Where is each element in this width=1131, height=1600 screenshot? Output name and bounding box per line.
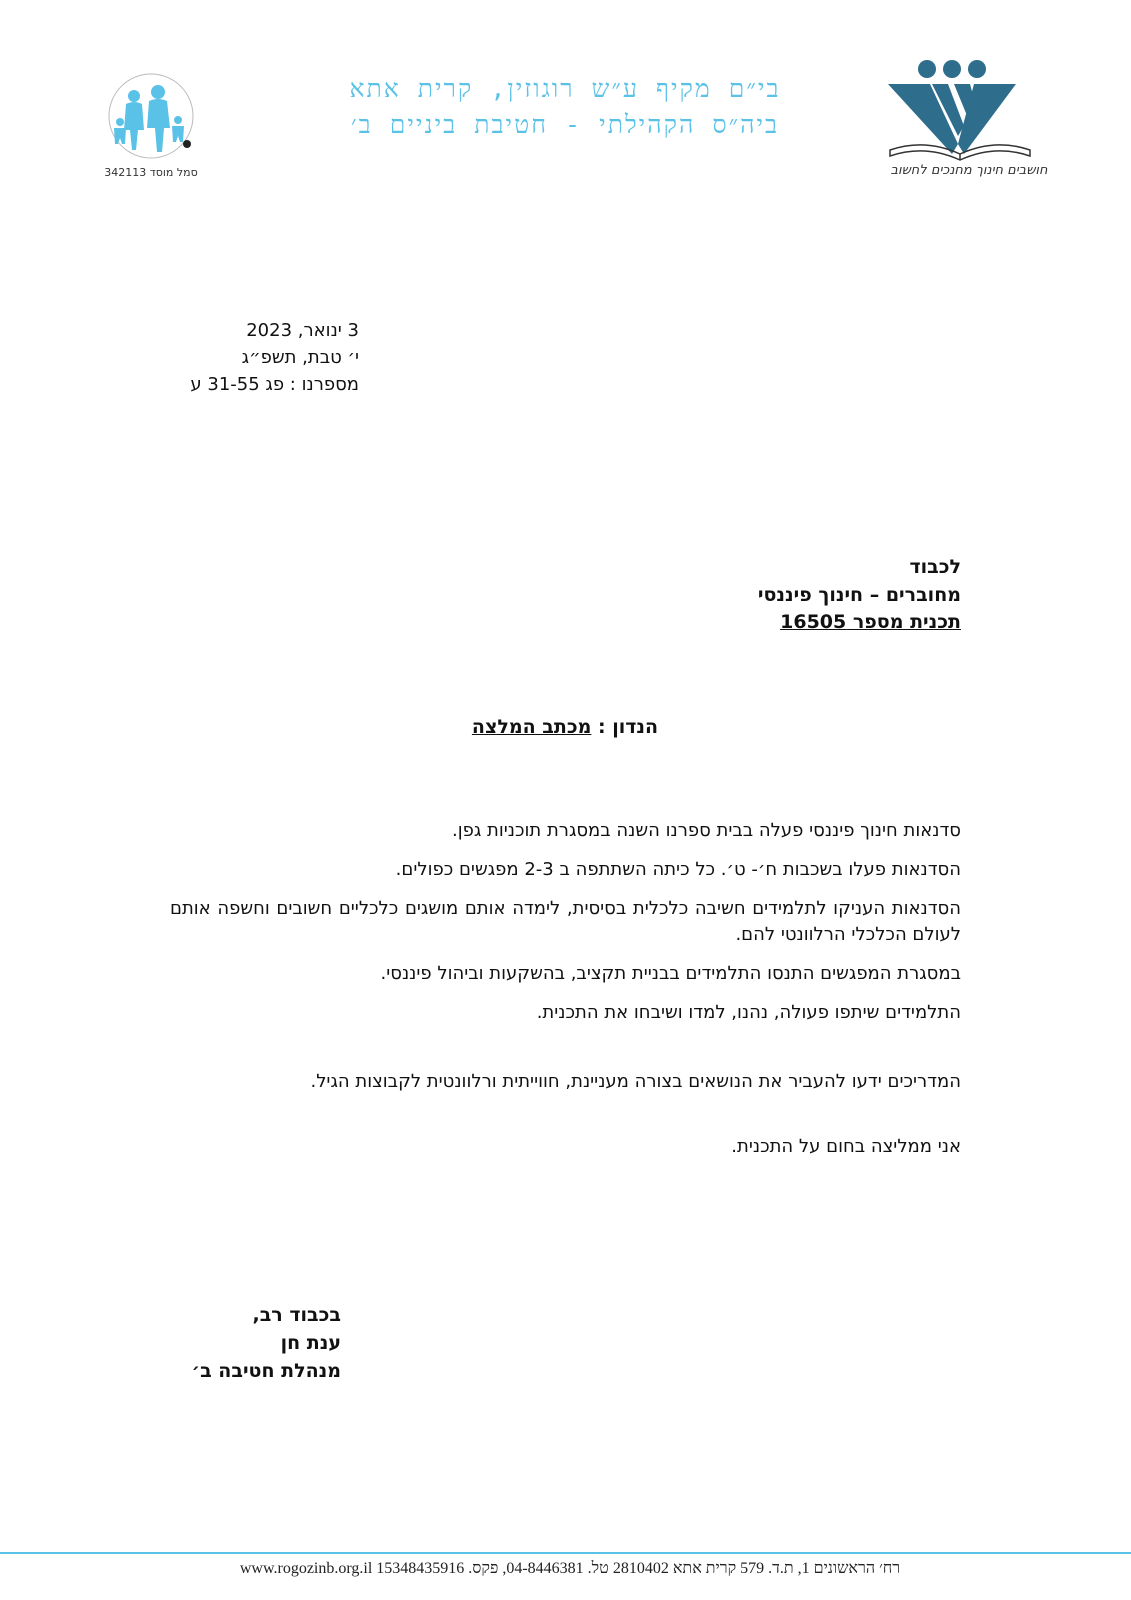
gregorian-date: 3 ינואר, 2023	[246, 320, 359, 341]
body-paragraph: אני ממליצה בחום על התכנית.	[731, 1136, 961, 1157]
footer-divider	[0, 1552, 1131, 1554]
signature-closing: בכבוד רב,	[252, 1304, 341, 1326]
subject-title: מכתב המלצה	[471, 716, 592, 738]
body-paragraph: הסדנאות העניקו לתלמידים חשיבה כלכלית בסיסית, לימדה אותם מושגים כלכליים חשובים וחשפה אותם לעולם הכלכלי הרלוונטי להם.	[170, 898, 961, 945]
recipient-salutation: לכבוד	[909, 556, 961, 578]
body-paragraph: התלמידים שיתפו פעולה, נהנו, למדו ושיבחו את התכנית.	[536, 1002, 961, 1023]
family-emblem-icon	[86, 70, 216, 166]
institution-number: סמל מוסד 342113	[104, 166, 198, 179]
reference-number: מספרנו : פג 31-55 ע	[190, 374, 359, 395]
school-name-line: בי״ם מקיף ע״ש רוגוזין, קרית אתא	[349, 74, 781, 103]
signature-name: ענת חן	[280, 1332, 341, 1354]
footer-contact: רח׳ הראשונים 1, ת.ד. 579 קרית אתא 2810402 טל. 04-8446381, פקס. 15348435916 www.rogozinb.org.il	[239, 1560, 901, 1577]
body-paragraph: הסדנאות פעלו בשכבות ח׳- ט׳. כל כיתה השתתפה ב 2-3 מפגשים כפולים.	[395, 859, 961, 880]
recipient-program-number: תכנית מספר 16505	[780, 611, 961, 633]
book-people-logo-icon	[880, 56, 1060, 166]
body-paragraph: סדנאות חינוך פיננסי פעלה בבית ספרנו השנה במסגרת תוכניות גפן.	[452, 820, 961, 841]
school-division-line: ביה״ס הקהילתי - חטיבת ביניים ב׳	[350, 110, 780, 139]
signature-role: מנהלת חטיבה ב׳	[191, 1360, 341, 1382]
school-motto: חושבים חינוך מחנכים לחשוב	[890, 163, 1048, 178]
hebrew-date: י׳ טבת, תשפ״ג	[241, 347, 359, 368]
subject-label: הנדון :	[597, 716, 659, 738]
subject-line	[300, 716, 830, 738]
body-paragraph: המדריכים ידעו להעביר את הנושאים בצורה מעניינת, חווייתית ורלוונטית לקבוצות הגיל.	[310, 1071, 961, 1092]
recipient-organization: מחוברים – חינוך פיננסי	[757, 584, 961, 606]
body-paragraph: במסגרת המפגשים התנסו התלמידים בבניית תקציב, בהשקעות וביהול פיננסי.	[380, 963, 961, 984]
